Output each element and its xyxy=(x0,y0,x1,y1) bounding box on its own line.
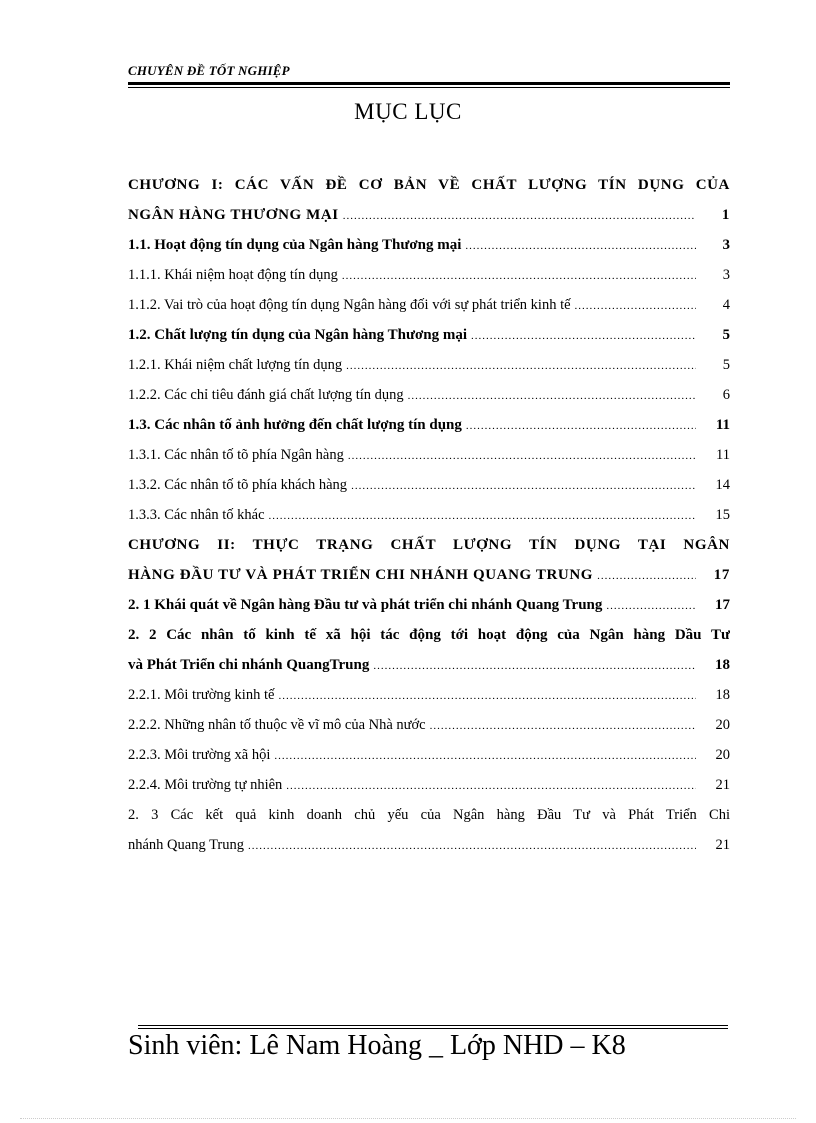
toc-page-number: 17 xyxy=(713,567,730,583)
toc-entry-text: 1.1.1. Khái niệm hoạt động tín dụng xyxy=(128,267,338,283)
toc-page-number: 17 xyxy=(715,597,730,613)
toc-section-1-1[interactable] xyxy=(128,230,730,260)
toc-section-2-1[interactable] xyxy=(128,590,730,620)
toc-subsection-2-2-2[interactable] xyxy=(128,710,730,740)
toc-entry-text: 1.2.2. Các chỉ tiêu đánh giá chất lượng tín dụng xyxy=(128,387,404,403)
toc-page-number: 5 xyxy=(722,327,730,343)
toc-entry-text: CHƯƠNG II: THỰC TRẠNG CHẤT LƯỢNG TÍN DỤNG TẠI NGÂN xyxy=(128,537,730,553)
toc-entry-text: 1.2. Chất lượng tín dụng của Ngân hàng Thương mại xyxy=(128,327,468,343)
toc-entry-text: 1.3.3. Các nhân tố khác xyxy=(128,507,265,523)
toc-entry-text: NGÂN HÀNG THƯƠNG MẠI xyxy=(128,207,339,223)
toc-section-1-2[interactable] xyxy=(128,320,730,350)
page-edge xyxy=(20,1118,796,1119)
toc-entry-text: 2.2.4. Môi trường tự nhiên xyxy=(128,777,283,793)
toc-page-number: 14 xyxy=(715,477,730,493)
toc-section-2-3[interactable] xyxy=(128,800,730,860)
toc-page-number: 21 xyxy=(715,837,730,853)
toc-page-number: 11 xyxy=(716,447,730,463)
table-of-contents xyxy=(128,170,730,860)
toc-page-number: 20 xyxy=(715,747,730,763)
toc-entry-text: 1.3.1. Các nhân tố tõ phía Ngân hàng xyxy=(128,447,344,463)
toc-subsection-1-1-1[interactable] xyxy=(128,260,730,290)
toc-subsection-2-2-3[interactable] xyxy=(128,740,730,770)
toc-entry-text: 2.2.2. Những nhân tố thuộc về vĩ mô của Nhà nước xyxy=(128,717,426,733)
toc-page-number: 6 xyxy=(722,387,730,403)
toc-entry-text: 2.2.1. Môi trường kinh tế xyxy=(128,687,275,703)
toc-entry-text: 1.1. Hoạt động tín dụng của Ngân hàng Thương mại xyxy=(128,237,462,253)
toc-page-number: 3 xyxy=(722,237,730,253)
toc-page-number: 3 xyxy=(722,267,730,283)
toc-page-number: 11 xyxy=(715,417,730,433)
toc-page-number: 5 xyxy=(722,357,730,373)
footer-author: Sinh viên: Lê Nam Hoàng _ Lớp NHD – K8 xyxy=(128,1030,626,1061)
header-rule xyxy=(128,82,730,88)
toc-entry-text: CHƯƠNG I: CÁC VẤN ĐỀ CƠ BẢN VỀ CHẤT LƯỢNG TÍN DỤNG CỦA xyxy=(128,177,730,193)
toc-subsection-2-2-4[interactable] xyxy=(128,770,730,800)
toc-subsection-1-2-2[interactable] xyxy=(128,380,730,410)
toc-page-number: 18 xyxy=(715,687,730,703)
toc-page-number: 18 xyxy=(715,657,730,673)
toc-subsection-1-1-2[interactable] xyxy=(128,290,730,320)
toc-section-2-2[interactable] xyxy=(128,620,730,680)
toc-subsection-1-2-1[interactable] xyxy=(128,350,730,380)
toc-page-number: 20 xyxy=(715,717,730,733)
toc-subsection-1-3-1[interactable] xyxy=(128,440,730,470)
toc-entry-text: 1.3. Các nhân tố ảnh hưởng đến chất lượng tín dụng xyxy=(128,417,462,433)
toc-subsection-2-2-1[interactable] xyxy=(128,680,730,710)
toc-entry-text: HÀNG ĐẦU TƯ VÀ PHÁT TRIỂN CHI NHÁNH QUANG TRUNG xyxy=(128,567,594,583)
toc-entry-text: 1.2.1. Khái niệm chất lượng tín dụng xyxy=(128,357,343,373)
toc-entry-text: 2.2.3. Môi trường xã hội xyxy=(128,747,271,763)
toc-subsection-1-3-3[interactable] xyxy=(128,500,730,530)
toc-entry-text: nhánh Quang Trung xyxy=(128,837,245,853)
toc-page-number: 15 xyxy=(715,507,730,523)
page-title: MỤC LỤC xyxy=(354,99,462,124)
running-header: CHUYÊN ĐỀ TỐT NGHIỆP xyxy=(128,63,290,78)
toc-entry-text: 1.1.2. Vai trò của hoạt động tín dụng Ngân hàng đối với sự phát triển kinh tế xyxy=(128,297,571,313)
toc-entry-text: 2. 2 Các nhân tố kinh tế xã hội tác động tới hoạt động của Ngân hàng Dầu Tư xyxy=(128,627,730,643)
toc-subsection-1-3-2[interactable] xyxy=(128,470,730,500)
toc-entry-text: 1.3.2. Các nhân tố tõ phía khách hàng xyxy=(128,477,348,493)
toc-page-number: 4 xyxy=(722,297,730,313)
toc-chapter-1[interactable] xyxy=(128,170,730,230)
toc-entry-text: và Phát Triển chi nhánh QuangTrung xyxy=(128,657,370,673)
toc-page-number: 1 xyxy=(721,207,730,223)
toc-section-1-3[interactable] xyxy=(128,410,730,440)
toc-entry-text: 2. 1 Khái quát về Ngân hàng Đầu tư và phát triển chi nhánh Quang Trung xyxy=(128,597,603,613)
toc-page-number: 21 xyxy=(715,777,730,793)
toc-chapter-2[interactable] xyxy=(128,530,730,590)
toc-entry-text: 2. 3 Các kết quả kinh doanh chủ yếu của Ngân hàng Đầu Tư và Phát Triển Chi xyxy=(128,807,730,823)
footer-rule xyxy=(138,1025,728,1029)
